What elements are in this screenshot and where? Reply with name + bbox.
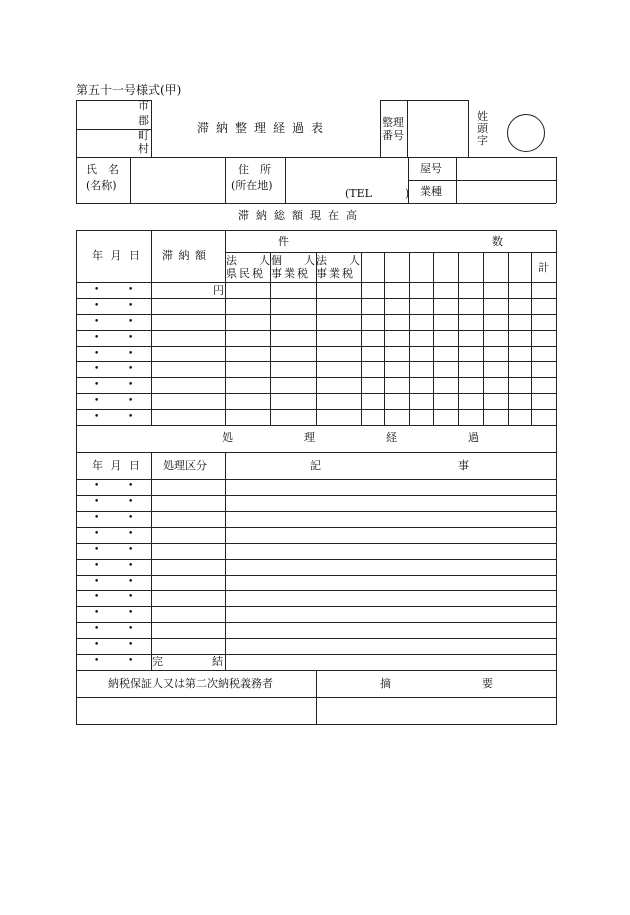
process-row-6-date[interactable] <box>77 576 150 591</box>
date-separator-dot: • <box>128 545 134 555</box>
record-header-left: 記 <box>310 459 321 472</box>
date-separator-dot: • <box>128 301 134 311</box>
date-separator-dot: • <box>94 481 100 491</box>
trade-name-label: 屋号 <box>420 162 442 175</box>
arrears-row-3-cell-12[interactable] <box>532 331 556 346</box>
arrears-row-6-cell-3[interactable] <box>271 378 316 393</box>
date-separator-dot: • <box>94 349 100 359</box>
yen-unit: 円 <box>213 284 224 297</box>
date-separator-dot: • <box>128 317 134 327</box>
arrears-row-3-cell-2[interactable] <box>226 331 270 346</box>
arrears-row-5-cell-9[interactable] <box>459 362 483 377</box>
municipality-label-3: 村 <box>138 142 149 155</box>
arrears-row-5-cell-12[interactable] <box>532 362 556 377</box>
remarks-field[interactable] <box>317 698 555 723</box>
process-row-11-record[interactable] <box>226 655 555 670</box>
arrears-row-2-cell-5[interactable] <box>362 315 384 330</box>
grid-line <box>556 157 557 203</box>
grid-line <box>225 157 226 203</box>
date-separator-dot: • <box>128 577 134 587</box>
process-row-2-date[interactable] <box>77 512 150 527</box>
arrears-row-8-cell-6[interactable] <box>385 410 409 425</box>
arrears-row-6-cell-4[interactable] <box>317 378 361 393</box>
date-separator-dot: • <box>94 497 100 507</box>
date-separator-dot: • <box>128 497 134 507</box>
arrears-row-4-cell-7[interactable] <box>410 347 433 362</box>
date-separator-dot: • <box>128 412 134 422</box>
date-separator-dot: • <box>94 529 100 539</box>
arrears-row-7-cell-11[interactable] <box>509 394 531 409</box>
arrears-row-0-cell-0[interactable] <box>77 283 151 298</box>
management-number-label: 整理番号 <box>382 116 404 142</box>
arrears-row-0-cell-10[interactable] <box>484 283 508 298</box>
arrears-row-4-cell-0[interactable] <box>77 347 151 362</box>
grid-line <box>151 100 152 157</box>
remarks-label-left: 摘 <box>380 677 391 690</box>
date-separator-dot: • <box>94 333 100 343</box>
tax-type-2-line1: 法 人 <box>316 254 360 267</box>
arrears-row-2-cell-8[interactable] <box>434 315 458 330</box>
process-row-0-category[interactable] <box>152 480 224 495</box>
arrears-row-2-cell-10[interactable] <box>484 315 508 330</box>
arrears-row-4-cell-8[interactable] <box>434 347 458 362</box>
arrears-row-0-cell-3[interactable] <box>271 283 316 298</box>
arrears-row-8-cell-10[interactable] <box>484 410 508 425</box>
arrears-row-2-cell-3[interactable] <box>271 315 316 330</box>
grid-line <box>556 425 557 670</box>
date-separator-dot: • <box>128 513 134 523</box>
arrears-row-7-cell-4[interactable] <box>317 394 361 409</box>
process-row-1-record[interactable] <box>226 496 555 511</box>
arrears-row-2-cell-2[interactable] <box>226 315 270 330</box>
name-sub-label: (名称) <box>86 179 117 192</box>
arrears-row-1-cell-0[interactable] <box>77 299 151 314</box>
arrears-row-8-cell-2[interactable] <box>226 410 270 425</box>
arrears-row-2-cell-1[interactable] <box>152 315 225 330</box>
completion-label-1: 完 <box>152 655 163 668</box>
arrears-row-1-cell-6[interactable] <box>385 299 409 314</box>
process-section-title: 処 理 経 過 <box>222 431 509 444</box>
date-separator-dot: • <box>94 412 100 422</box>
arrears-row-6-cell-2[interactable] <box>226 378 270 393</box>
arrears-row-3-cell-1[interactable] <box>152 331 225 346</box>
industry-label: 業種 <box>420 185 442 198</box>
tax-type-0-line2: 県民税 <box>226 267 265 280</box>
arrears-row-3-cell-9[interactable] <box>459 331 483 346</box>
date-separator-dot: • <box>128 608 134 618</box>
grid-line <box>76 452 556 453</box>
grid-line <box>76 100 77 157</box>
process-row-3-date[interactable] <box>77 528 150 543</box>
arrears-row-5-cell-11[interactable] <box>509 362 531 377</box>
arrears-row-8-cell-4[interactable] <box>317 410 361 425</box>
arrears-row-2-cell-11[interactable] <box>509 315 531 330</box>
date-separator-dot: • <box>128 481 134 491</box>
arrears-row-1-cell-7[interactable] <box>410 299 433 314</box>
arrears-amount-header: 滞 納 額 <box>162 249 207 262</box>
process-row-9-date[interactable] <box>77 623 150 638</box>
arrears-row-1-cell-2[interactable] <box>226 299 270 314</box>
process-row-8-date[interactable] <box>77 607 150 622</box>
trade-name-field[interactable] <box>457 158 555 179</box>
arrears-row-3-cell-5[interactable] <box>362 331 384 346</box>
address-label: 住 所 <box>238 163 271 176</box>
arrears-row-3-cell-8[interactable] <box>434 331 458 346</box>
arrears-row-4-cell-1[interactable] <box>152 347 225 362</box>
arrears-row-0-cell-8[interactable] <box>434 283 458 298</box>
municipality-label-1: 郡 <box>138 114 149 127</box>
arrears-row-8-cell-5[interactable] <box>362 410 384 425</box>
arrears-row-1-cell-9[interactable] <box>459 299 483 314</box>
date-separator-dot: • <box>128 561 134 571</box>
process-row-7-date[interactable] <box>77 591 150 606</box>
arrears-row-8-cell-1[interactable] <box>152 410 225 425</box>
arrears-row-4-cell-5[interactable] <box>362 347 384 362</box>
process-row-0-record[interactable] <box>226 480 555 495</box>
tax-type-0-line1: 法 人 <box>226 254 270 267</box>
date-separator-dot: • <box>94 301 100 311</box>
arrears-row-2-cell-0[interactable] <box>77 315 151 330</box>
completion-label-2: 結 <box>212 655 223 668</box>
municipality-label-2: 町 <box>138 129 149 142</box>
arrears-row-7-cell-2[interactable] <box>226 394 270 409</box>
management-number-field[interactable] <box>408 101 467 156</box>
arrears-row-0-cell-11[interactable] <box>509 283 531 298</box>
arrears-row-0-cell-5[interactable] <box>362 283 384 298</box>
arrears-row-1-cell-10[interactable] <box>484 299 508 314</box>
process-row-2-record[interactable] <box>226 512 555 527</box>
arrears-row-7-cell-10[interactable] <box>484 394 508 409</box>
arrears-row-8-cell-8[interactable] <box>434 410 458 425</box>
arrears-row-0-cell-7[interactable] <box>410 283 433 298</box>
process-category-header: 処理区分 <box>163 459 207 472</box>
date-separator-dot: • <box>94 608 100 618</box>
tax-type-1-line1: 個 人 <box>271 254 315 267</box>
document-title: 滞納整理経過表 <box>197 121 331 135</box>
arrears-row-2-cell-4[interactable] <box>317 315 361 330</box>
date-separator-dot: • <box>128 285 134 295</box>
process-row-6-record[interactable] <box>226 576 555 591</box>
date-separator-dot: • <box>94 577 100 587</box>
process-row-10-category[interactable] <box>152 639 224 654</box>
arrears-row-3-cell-3[interactable] <box>271 331 316 346</box>
arrears-row-7-cell-5[interactable] <box>362 394 384 409</box>
arrears-row-5-cell-1[interactable] <box>152 362 225 377</box>
arrears-row-1-cell-1[interactable] <box>152 299 225 314</box>
arrears-row-5-cell-7[interactable] <box>410 362 433 377</box>
arrears-row-3-cell-11[interactable] <box>509 331 531 346</box>
grid-line <box>76 157 77 203</box>
arrears-section-title: 滞納総額現在高 <box>238 209 364 222</box>
arrears-row-6-cell-10[interactable] <box>484 378 508 393</box>
process-row-3-category[interactable] <box>152 528 224 543</box>
arrears-row-4-cell-4[interactable] <box>317 347 361 362</box>
arrears-row-6-cell-5[interactable] <box>362 378 384 393</box>
arrears-row-3-cell-4[interactable] <box>317 331 361 346</box>
municipality-label-0: 市 <box>138 99 149 112</box>
arrears-row-1-cell-11[interactable] <box>509 299 531 314</box>
date-separator-dot: • <box>94 380 100 390</box>
arrears-row-4-cell-6[interactable] <box>385 347 409 362</box>
process-date-header: 年 月 日 <box>92 459 142 472</box>
arrears-row-6-cell-6[interactable] <box>385 378 409 393</box>
process-row-4-category[interactable] <box>152 544 224 559</box>
date-separator-dot: • <box>94 513 100 523</box>
date-separator-dot: • <box>94 624 100 634</box>
process-row-4-date[interactable] <box>77 544 150 559</box>
arrears-row-7-cell-7[interactable] <box>410 394 433 409</box>
address-sub-label: (所在地) <box>231 179 273 192</box>
arrears-row-7-cell-12[interactable] <box>532 394 556 409</box>
date-separator-dot: • <box>94 317 100 327</box>
name-field[interactable] <box>131 158 224 202</box>
arrears-row-6-cell-11[interactable] <box>509 378 531 393</box>
date-separator-dot: • <box>128 349 134 359</box>
arrears-row-5-cell-2[interactable] <box>226 362 270 377</box>
arrears-row-7-cell-8[interactable] <box>434 394 458 409</box>
arrears-row-8-cell-9[interactable] <box>459 410 483 425</box>
date-separator-dot: • <box>128 364 134 374</box>
arrears-row-6-cell-12[interactable] <box>532 378 556 393</box>
arrears-row-6-cell-8[interactable] <box>434 378 458 393</box>
name-label: 氏 名 <box>86 163 119 176</box>
process-row-7-record[interactable] <box>226 591 555 606</box>
date-separator-dot: • <box>128 396 134 406</box>
arrears-row-3-cell-0[interactable] <box>77 331 151 346</box>
date-separator-dot: • <box>94 656 100 666</box>
arrears-row-5-cell-10[interactable] <box>484 362 508 377</box>
arrears-row-0-cell-2[interactable] <box>226 283 270 298</box>
grid-line <box>380 100 381 157</box>
process-row-2-category[interactable] <box>152 512 224 527</box>
arrears-row-2-cell-9[interactable] <box>459 315 483 330</box>
arrears-row-7-cell-0[interactable] <box>77 394 151 409</box>
grid-line <box>556 230 557 425</box>
guarantor-label: 納税保証人又は第二次納税義務者 <box>108 677 273 690</box>
date-separator-dot: • <box>128 529 134 539</box>
date-separator-dot: • <box>94 561 100 571</box>
arrears-row-5-cell-8[interactable] <box>434 362 458 377</box>
process-row-1-category[interactable] <box>152 496 224 511</box>
arrears-row-7-cell-3[interactable] <box>271 394 316 409</box>
arrears-row-5-cell-4[interactable] <box>317 362 361 377</box>
arrears-row-6-cell-0[interactable] <box>77 378 151 393</box>
process-row-4-record[interactable] <box>226 544 555 559</box>
arrears-date-header: 年 月 日 <box>92 249 142 262</box>
count-header-right: 数 <box>492 235 503 248</box>
guarantor-field[interactable] <box>77 698 315 723</box>
arrears-row-4-cell-11[interactable] <box>509 347 531 362</box>
grid-line <box>556 670 557 725</box>
date-separator-dot: • <box>94 592 100 602</box>
date-separator-dot: • <box>128 640 134 650</box>
date-separator-dot: • <box>128 656 134 666</box>
remarks-label-right: 要 <box>482 677 493 690</box>
count-header-left: 件 <box>278 235 289 248</box>
arrears-row-3-cell-7[interactable] <box>410 331 433 346</box>
tel-label: (TEL ) <box>345 187 410 200</box>
arrears-row-1-cell-5[interactable] <box>362 299 384 314</box>
process-row-0-date[interactable] <box>77 480 150 495</box>
process-row-1-date[interactable] <box>77 496 150 511</box>
arrears-row-2-cell-6[interactable] <box>385 315 409 330</box>
arrears-row-5-cell-5[interactable] <box>362 362 384 377</box>
arrears-row-6-cell-1[interactable] <box>152 378 225 393</box>
process-row-6-category[interactable] <box>152 576 224 591</box>
arrears-row-8-cell-11[interactable] <box>509 410 531 425</box>
arrears-row-5-cell-0[interactable] <box>77 362 151 377</box>
process-row-10-record[interactable] <box>226 639 555 654</box>
arrears-row-3-cell-6[interactable] <box>385 331 409 346</box>
date-separator-dot: • <box>94 396 100 406</box>
date-separator-dot: • <box>128 380 134 390</box>
arrears-row-4-cell-12[interactable] <box>532 347 556 362</box>
arrears-row-5-cell-6[interactable] <box>385 362 409 377</box>
arrears-row-0-cell-6[interactable] <box>385 283 409 298</box>
arrears-row-1-cell-3[interactable] <box>271 299 316 314</box>
date-separator-dot: • <box>128 333 134 343</box>
arrears-row-0-cell-9[interactable] <box>459 283 483 298</box>
process-row-10-date[interactable] <box>77 639 150 654</box>
arrears-row-7-cell-6[interactable] <box>385 394 409 409</box>
grid-line <box>468 100 469 157</box>
arrears-row-3-cell-10[interactable] <box>484 331 508 346</box>
arrears-row-4-cell-9[interactable] <box>459 347 483 362</box>
process-row-5-record[interactable] <box>226 560 555 575</box>
arrears-row-8-cell-3[interactable] <box>271 410 316 425</box>
tax-type-1-line2: 事業税 <box>271 267 310 280</box>
arrears-row-7-cell-1[interactable] <box>152 394 225 409</box>
name-initial-label: 姓頭字 <box>477 110 488 147</box>
process-row-3-record[interactable] <box>226 528 555 543</box>
arrears-row-2-cell-12[interactable] <box>532 315 556 330</box>
arrears-row-4-cell-10[interactable] <box>484 347 508 362</box>
date-separator-dot: • <box>94 285 100 295</box>
grid-line <box>225 252 556 253</box>
arrears-row-6-cell-7[interactable] <box>410 378 433 393</box>
grid-line <box>76 724 556 725</box>
process-row-7-category[interactable] <box>152 591 224 606</box>
arrears-row-5-cell-3[interactable] <box>271 362 316 377</box>
record-header-right: 事 <box>458 459 469 472</box>
arrears-row-0-cell-4[interactable] <box>317 283 361 298</box>
date-separator-dot: • <box>128 592 134 602</box>
arrears-row-8-cell-7[interactable] <box>410 410 433 425</box>
industry-field[interactable] <box>457 181 555 202</box>
date-separator-dot: • <box>94 640 100 650</box>
process-row-5-category[interactable] <box>152 560 224 575</box>
tax-type-2-line2: 事業税 <box>316 267 355 280</box>
process-row-8-record[interactable] <box>226 607 555 622</box>
arrears-row-6-cell-9[interactable] <box>459 378 483 393</box>
arrears-row-1-cell-12[interactable] <box>532 299 556 314</box>
grid-line <box>76 203 556 204</box>
total-header: 計 <box>538 261 549 274</box>
arrears-row-4-cell-2[interactable] <box>226 347 270 362</box>
arrears-row-1-cell-4[interactable] <box>317 299 361 314</box>
arrears-row-0-cell-12[interactable] <box>532 283 556 298</box>
process-row-9-record[interactable] <box>226 623 555 638</box>
form-number-title: 第五十一号様式(甲) <box>76 83 182 97</box>
arrears-row-8-cell-0[interactable] <box>77 410 151 425</box>
grid-line <box>76 425 556 426</box>
process-row-8-category[interactable] <box>152 607 224 622</box>
process-row-11-date[interactable] <box>77 655 150 670</box>
arrears-row-7-cell-9[interactable] <box>459 394 483 409</box>
date-separator-dot: • <box>128 624 134 634</box>
seal-circle <box>507 114 545 152</box>
process-row-9-category[interactable] <box>152 623 224 638</box>
arrears-row-2-cell-7[interactable] <box>410 315 433 330</box>
grid-line <box>76 230 556 231</box>
arrears-row-1-cell-8[interactable] <box>434 299 458 314</box>
arrears-row-4-cell-3[interactable] <box>271 347 316 362</box>
date-separator-dot: • <box>94 364 100 374</box>
arrears-row-8-cell-12[interactable] <box>532 410 556 425</box>
date-separator-dot: • <box>94 545 100 555</box>
process-row-5-date[interactable] <box>77 560 150 575</box>
